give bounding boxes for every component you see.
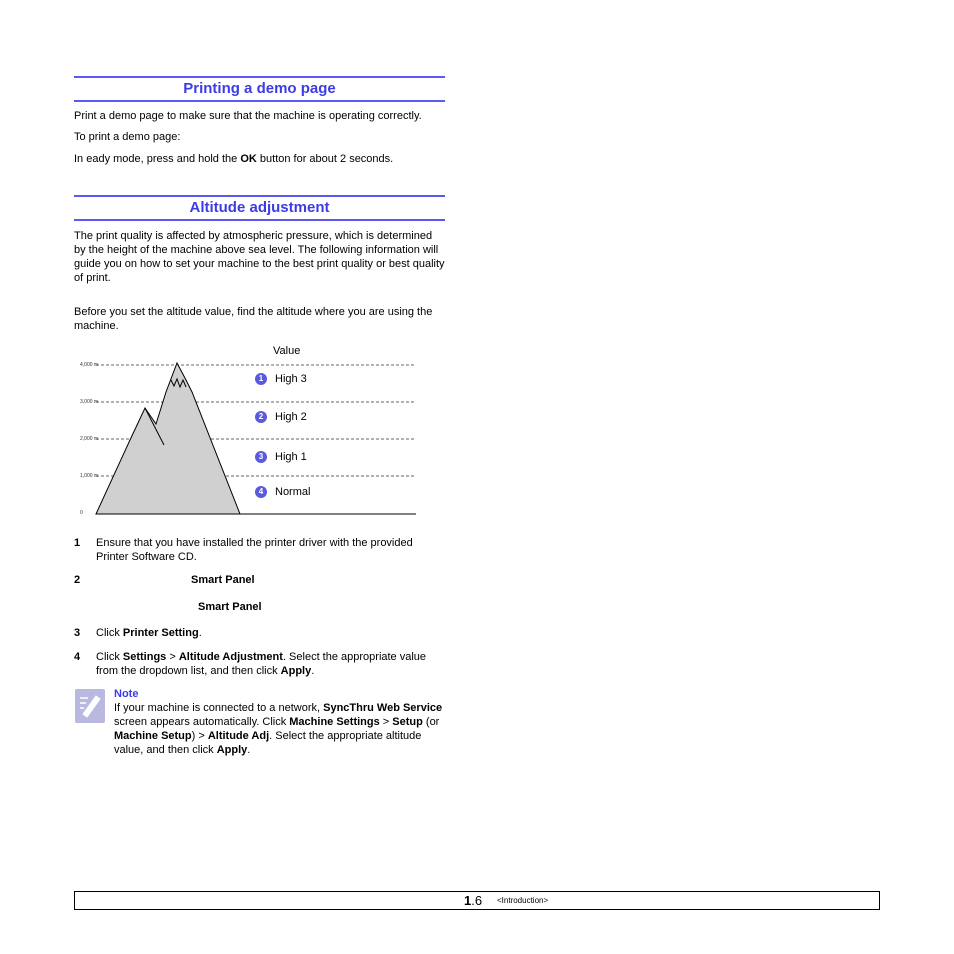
step-text-part: . Select the appropriate value from the dropdown list, and then click	[96, 651, 427, 677]
mountain-shape	[96, 363, 240, 514]
step-text-part: .	[311, 665, 315, 677]
level-label: High 2	[275, 411, 307, 423]
step-number: 1	[74, 537, 81, 549]
section-title-altitude: Altitude adjustment	[74, 195, 445, 221]
machine-setup-label: Machine Setup	[114, 730, 192, 742]
apply-label: Apply	[216, 744, 248, 756]
level-high2	[255, 410, 307, 424]
step-number: 4	[74, 651, 81, 663]
tick-label: 2,000 m	[80, 436, 99, 442]
note-title: Note	[114, 688, 139, 700]
smart-panel-label: Smart Panel	[191, 574, 255, 586]
level-label: High 1	[275, 451, 307, 463]
step-3-text	[96, 626, 446, 640]
note-text-part: screen appears automatically. Click	[114, 716, 290, 728]
number-badge-icon: 3	[255, 451, 267, 463]
altitude-before: Before you set the altitude value, find the altitude where you are using the machine.	[74, 306, 433, 332]
level-high3	[255, 372, 307, 386]
demo-text-part: In eady mode, press and hold the	[74, 153, 241, 165]
note-text-part: .	[247, 744, 251, 756]
level-normal	[255, 485, 310, 499]
level-label: High 3	[275, 373, 307, 385]
ok-button-label: OK	[240, 153, 257, 165]
number-badge-icon: 4	[255, 486, 267, 498]
smart-panel-label: Smart Panel	[198, 601, 262, 613]
note-icon	[74, 688, 106, 724]
step-text-part: >	[166, 651, 179, 663]
level-high1	[255, 450, 307, 464]
page-footer	[74, 891, 880, 910]
step-number: 3	[74, 627, 81, 639]
printer-setting-label: Printer Setting	[122, 627, 199, 639]
note-text-part: (or	[422, 716, 440, 728]
note-text-part: . Select the appropriate altitude value, and then click	[114, 730, 422, 756]
tick-label: 3,000 m	[80, 399, 99, 405]
number-badge-icon: 1	[255, 373, 267, 385]
note-text	[114, 701, 449, 757]
page-number-minor: .6	[471, 893, 483, 908]
settings-label: Settings	[122, 651, 167, 663]
note-text-part: If your machine is connected to a network,	[114, 702, 324, 714]
note-text-part: >	[379, 716, 393, 728]
machine-settings-label: Machine Settings	[289, 716, 380, 728]
page-number-major: 1	[464, 893, 472, 908]
value-label: Value	[273, 345, 301, 357]
section-title-demo-page: Printing a demo page	[74, 76, 445, 102]
footer-section-label: <Introduction>	[497, 896, 549, 905]
step-4-text	[96, 650, 446, 678]
demo-text-part: button for about 2 seconds.	[256, 153, 394, 165]
altitude-adj-label: Altitude Adj	[207, 730, 270, 742]
tick-label: 4,000 m	[80, 362, 99, 368]
level-label: Normal	[275, 486, 311, 498]
tick-label: 0	[80, 510, 83, 516]
note-text-part: ) >	[191, 730, 208, 742]
syncthru-label: SyncThru Web Service	[323, 702, 443, 714]
page-number	[464, 893, 482, 908]
number-badge-icon: 2	[255, 411, 267, 423]
tick-label: 1,000 m	[80, 473, 99, 479]
step-text-part: Click	[96, 627, 123, 639]
step-number: 2	[74, 574, 81, 586]
setup-label: Setup	[392, 716, 423, 728]
step-1-text: Ensure that you have installed the printer driver with the provided Printer Software CD.	[96, 537, 413, 563]
altitude-intro: The print quality is affected by atmospheric pressure, which is determined by the height of the machine above sea level. The following information will guide you on how to set your machine to the best print quality or best quality of print.	[74, 230, 445, 284]
step-text-part: Click	[96, 651, 123, 663]
demo-paragraph-1: Print a demo page to make sure that the machine is operating correctly.	[74, 110, 422, 122]
altitude-adjustment-label: Altitude Adjustment	[178, 651, 283, 663]
demo-paragraph-2: To print a demo page:	[74, 131, 181, 143]
apply-label: Apply	[280, 665, 312, 677]
step-text-part: .	[198, 627, 202, 639]
